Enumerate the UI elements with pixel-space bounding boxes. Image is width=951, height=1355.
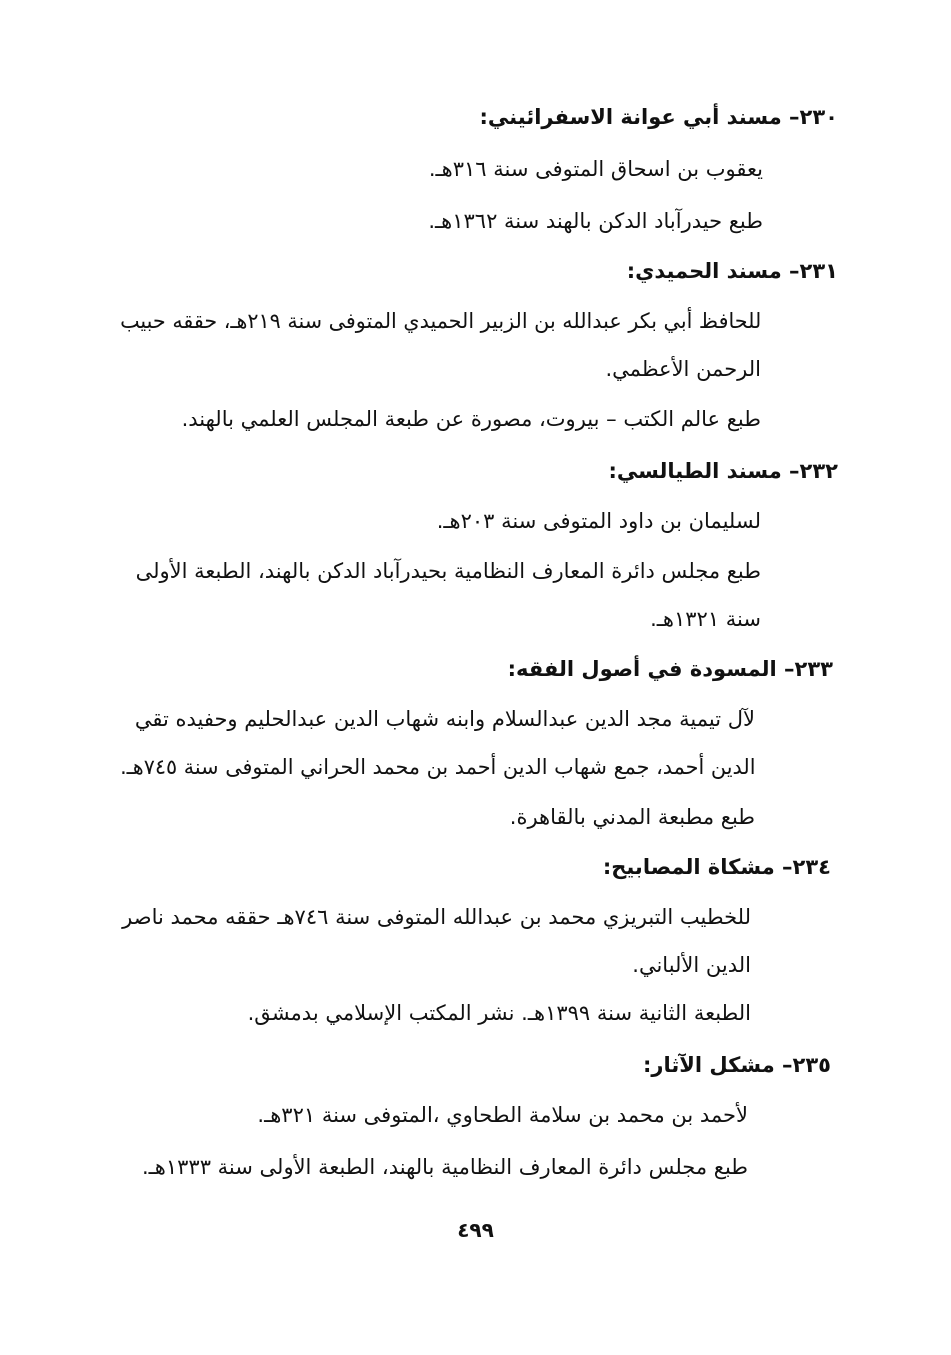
entry-line: طبع مجلس دائرة المعارف النظامية بحيدرآباد الدكن بالهند، الطبعة الأولى: [135, 559, 761, 583]
entry-line: يعقوب بن اسحاق المتوفى سنة ٣١٦هـ.: [428, 157, 763, 181]
entry-heading-232: ٢٣٢– مسند الطيالسي:: [608, 459, 838, 483]
entry-line: الرحمن الأعظمي.: [605, 357, 761, 381]
entry-heading-234: ٢٣٤– مشكاة المصابيح:: [602, 855, 831, 879]
entry-line: الدين أحمد، جمع شهاب الدين أحمد بن محمد الحراني المتوفى سنة ٧٤٥هـ.: [119, 755, 755, 779]
entry-line: لسليمان بن داود المتوفى سنة ٢٠٣هـ.: [436, 509, 761, 533]
entry-line: طبع مجلس دائرة المعارف النظامية بالهند، الطبعة الأولى سنة ١٣٣٣هـ.: [141, 1155, 748, 1179]
entry-line: الدين الألباني.: [632, 953, 751, 977]
entry-heading-233: ٢٣٣– المسودة في أصول الفقه:: [507, 657, 833, 681]
entry-line: سنة ١٣٢١هـ.: [650, 607, 761, 631]
entry-line: للحافظ أبي بكر عبدالله بن الزبير الحميدي المتوفى سنة ٢١٩هـ، حققه حبيب: [119, 309, 761, 333]
entry-line: لأحمد بن محمد بن سلامة الطحاوي ،المتوفى سنة ٣٢١هـ.: [257, 1103, 748, 1127]
entry-line: للخطيب التبريزي محمد بن عبدالله المتوفى سنة ٧٤٦هـ حققه محمد ناصر: [122, 905, 751, 929]
entry-line: الطبعة الثانية سنة ١٣٩٩هـ. نشر المكتب الإسلامي بدمشق.: [247, 1001, 751, 1025]
entry-heading-231: ٢٣١– مسند الحميدي:: [626, 259, 838, 283]
page-number: ٤٩٩: [457, 1218, 494, 1242]
entry-line: طبع مطبعة المدني بالقاهرة.: [509, 805, 755, 829]
entry-line: طبع عالم الكتب – بيروت، مصورة عن طبعة المجلس العلمي بالهند.: [181, 407, 761, 431]
entry-heading-235: ٢٣٥– مشكل الآثار:: [643, 1053, 831, 1077]
entry-heading-230: ٢٣٠– مسند أبي عوانة الاسفرائيني:: [479, 105, 838, 129]
entry-line: طبع حيدرآباد الدكن بالهند سنة ١٣٦٢هـ.: [428, 209, 763, 233]
entry-line: لآل تيمية مجد الدين عبدالسلام وابنه شهاب الدين عبدالحليم وحفيده تقي: [134, 707, 755, 731]
